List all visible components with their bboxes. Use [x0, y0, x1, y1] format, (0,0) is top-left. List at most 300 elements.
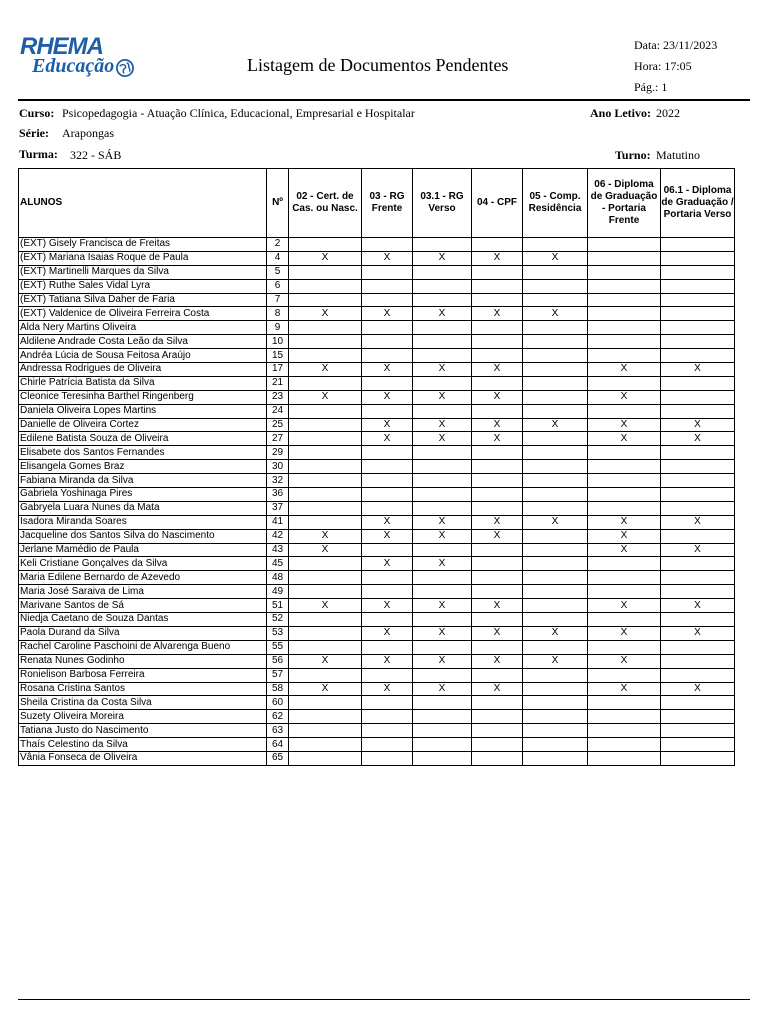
document-status-cell — [362, 321, 413, 335]
student-number-cell: 2 — [267, 238, 289, 252]
student-name-cell: Marivane Santos de Sá — [19, 599, 267, 613]
document-status-cell — [472, 571, 523, 585]
document-status-cell — [472, 751, 523, 765]
document-status-cell — [362, 238, 413, 252]
table-header-row — [19, 169, 735, 238]
document-status-cell — [472, 640, 523, 654]
document-status-cell: X — [289, 363, 362, 377]
document-status-cell — [413, 543, 472, 557]
student-name-cell: Chirle Patrícia Batista da Silva — [19, 376, 267, 390]
student-number-cell: 60 — [267, 696, 289, 710]
document-status-cell: X — [661, 543, 735, 557]
document-status-cell — [661, 654, 735, 668]
document-status-cell: X — [588, 363, 661, 377]
student-name-cell: Thaís Celestino da Silva — [19, 738, 267, 752]
document-status-cell: X — [588, 682, 661, 696]
page-line — [634, 80, 667, 95]
document-status-cell — [661, 321, 735, 335]
student-name-cell: Elisabete dos Santos Fernandes — [19, 446, 267, 460]
document-status-cell — [362, 376, 413, 390]
student-number-cell: 15 — [267, 349, 289, 363]
document-status-cell — [413, 279, 472, 293]
document-status-cell — [588, 696, 661, 710]
document-status-cell — [523, 404, 588, 418]
table-row — [19, 585, 735, 599]
document-status-cell — [523, 640, 588, 654]
student-number-cell: 9 — [267, 321, 289, 335]
document-status-cell — [289, 613, 362, 627]
document-status-cell — [588, 585, 661, 599]
document-status-cell — [362, 613, 413, 627]
document-status-cell: X — [588, 599, 661, 613]
document-status-cell — [588, 501, 661, 515]
column-header: ALUNOS — [19, 169, 267, 238]
document-status-cell — [362, 349, 413, 363]
document-status-cell — [472, 557, 523, 571]
document-status-cell — [413, 724, 472, 738]
document-status-cell — [289, 238, 362, 252]
header-divider — [18, 99, 750, 101]
document-status-cell: X — [362, 418, 413, 432]
table-row — [19, 501, 735, 515]
document-status-cell — [523, 585, 588, 599]
document-status-cell: X — [472, 390, 523, 404]
document-status-cell — [523, 710, 588, 724]
table-row — [19, 418, 735, 432]
student-number-cell: 58 — [267, 682, 289, 696]
student-number-cell: 64 — [267, 738, 289, 752]
document-status-cell — [362, 571, 413, 585]
time-value: 17:05 — [664, 59, 692, 73]
document-status-cell — [661, 474, 735, 488]
document-status-cell — [523, 349, 588, 363]
document-status-cell — [661, 488, 735, 502]
document-status-cell — [362, 293, 413, 307]
document-status-cell: X — [472, 626, 523, 640]
pending-documents-table — [18, 168, 735, 766]
student-number-cell: 30 — [267, 460, 289, 474]
student-number-cell: 32 — [267, 474, 289, 488]
document-status-cell — [472, 293, 523, 307]
student-number-cell: 29 — [267, 446, 289, 460]
document-status-cell — [588, 640, 661, 654]
table-row — [19, 390, 735, 404]
document-status-cell — [472, 696, 523, 710]
student-name-cell: Maria Edilene Bernardo de Azevedo — [19, 571, 267, 585]
document-status-cell — [588, 474, 661, 488]
document-status-cell: X — [289, 654, 362, 668]
document-status-cell — [413, 501, 472, 515]
document-status-cell — [661, 390, 735, 404]
document-status-cell: X — [413, 626, 472, 640]
table-row — [19, 376, 735, 390]
document-status-cell — [289, 446, 362, 460]
document-status-cell: X — [289, 390, 362, 404]
document-status-cell — [661, 335, 735, 349]
document-status-cell: X — [362, 390, 413, 404]
student-name-cell: Aldilene Andrade Costa Leão da Silva — [19, 335, 267, 349]
document-status-cell — [362, 696, 413, 710]
document-status-cell — [289, 751, 362, 765]
document-status-cell — [523, 279, 588, 293]
document-status-cell — [413, 349, 472, 363]
document-status-cell: X — [588, 515, 661, 529]
document-status-cell — [661, 446, 735, 460]
table-row — [19, 335, 735, 349]
document-status-cell — [523, 668, 588, 682]
document-status-cell — [588, 613, 661, 627]
turno-label: Turno: — [615, 148, 651, 162]
document-status-cell: X — [661, 682, 735, 696]
document-status-cell: X — [523, 515, 588, 529]
document-status-cell — [661, 751, 735, 765]
document-status-cell — [362, 446, 413, 460]
document-status-cell: X — [472, 363, 523, 377]
column-header: 06.1 - Diploma de Graduação / Portaria Verso — [661, 169, 735, 238]
document-status-cell: X — [661, 626, 735, 640]
document-status-cell — [289, 432, 362, 446]
document-status-cell: X — [588, 529, 661, 543]
document-status-cell — [289, 696, 362, 710]
document-status-cell — [661, 376, 735, 390]
document-status-cell — [413, 696, 472, 710]
document-status-cell — [661, 307, 735, 321]
document-status-cell — [523, 293, 588, 307]
document-status-cell: X — [523, 251, 588, 265]
document-status-cell: X — [362, 515, 413, 529]
document-status-cell: X — [289, 307, 362, 321]
document-status-cell: X — [588, 654, 661, 668]
document-status-cell — [289, 279, 362, 293]
student-name-cell: Fabiana Miranda da Silva — [19, 474, 267, 488]
student-name-cell: Danielle de Oliveira Cortez — [19, 418, 267, 432]
document-status-cell: X — [472, 432, 523, 446]
student-number-cell: 53 — [267, 626, 289, 640]
turma-label: Turma: — [19, 147, 58, 161]
document-status-cell — [661, 613, 735, 627]
document-status-cell — [413, 613, 472, 627]
document-status-cell: X — [289, 543, 362, 557]
document-status-cell — [588, 557, 661, 571]
table-row — [19, 279, 735, 293]
document-status-cell — [523, 335, 588, 349]
student-number-cell: 42 — [267, 529, 289, 543]
document-status-cell — [523, 751, 588, 765]
document-status-cell — [523, 460, 588, 474]
document-status-cell — [588, 668, 661, 682]
turma-value: 322 - SÁB — [70, 148, 122, 162]
document-status-cell: X — [413, 307, 472, 321]
table-row — [19, 265, 735, 279]
document-status-cell — [661, 293, 735, 307]
document-status-cell — [362, 404, 413, 418]
document-status-cell — [362, 543, 413, 557]
student-name-cell: Cleonice Teresinha Barthel Ringenberg — [19, 390, 267, 404]
table-row — [19, 321, 735, 335]
student-number-cell: 17 — [267, 363, 289, 377]
document-status-cell — [472, 404, 523, 418]
document-status-cell — [588, 321, 661, 335]
brand-logo — [20, 33, 140, 88]
document-status-cell — [523, 613, 588, 627]
document-status-cell — [289, 557, 362, 571]
student-number-cell: 7 — [267, 293, 289, 307]
student-number-cell: 27 — [267, 432, 289, 446]
student-number-cell: 63 — [267, 724, 289, 738]
document-status-cell — [413, 751, 472, 765]
document-status-cell — [472, 376, 523, 390]
document-status-cell — [413, 265, 472, 279]
student-name-cell: Paola Durand da Silva — [19, 626, 267, 640]
document-status-cell: X — [362, 682, 413, 696]
student-name-cell: (EXT) Martinelli Marques da Silva — [19, 265, 267, 279]
document-status-cell — [289, 515, 362, 529]
document-status-cell: X — [472, 515, 523, 529]
document-status-cell: X — [523, 418, 588, 432]
table-row — [19, 626, 735, 640]
student-name-cell: Renata Nunes Godinho — [19, 654, 267, 668]
table-row — [19, 251, 735, 265]
student-name-cell: Gabriela Yoshinaga Pires — [19, 488, 267, 502]
document-status-cell: X — [472, 654, 523, 668]
document-status-cell — [289, 640, 362, 654]
document-status-cell — [523, 376, 588, 390]
student-number-cell: 62 — [267, 710, 289, 724]
time-line — [634, 59, 692, 74]
table-row — [19, 654, 735, 668]
document-status-cell — [661, 529, 735, 543]
document-status-cell: X — [413, 432, 472, 446]
document-status-cell — [289, 293, 362, 307]
student-name-cell: Keli Cristiane Gonçalves da Silva — [19, 557, 267, 571]
document-status-cell — [588, 738, 661, 752]
ano-label: Ano Letivo: — [590, 106, 651, 120]
document-status-cell: X — [472, 418, 523, 432]
document-status-cell — [289, 335, 362, 349]
time-label: Hora: — [634, 59, 662, 73]
student-number-cell: 36 — [267, 488, 289, 502]
document-status-cell — [362, 501, 413, 515]
document-status-cell — [523, 474, 588, 488]
student-number-cell: 8 — [267, 307, 289, 321]
document-status-cell — [472, 613, 523, 627]
column-header: 04 - CPF — [472, 169, 523, 238]
document-status-cell — [523, 557, 588, 571]
document-status-cell: X — [362, 251, 413, 265]
document-status-cell: X — [661, 363, 735, 377]
document-status-cell — [362, 710, 413, 724]
student-number-cell: 51 — [267, 599, 289, 613]
column-header: 03.1 - RG Verso — [413, 169, 472, 238]
student-number-cell: 52 — [267, 613, 289, 627]
document-status-cell — [661, 265, 735, 279]
document-status-cell: X — [362, 599, 413, 613]
document-status-cell: X — [362, 363, 413, 377]
document-status-cell — [523, 738, 588, 752]
document-status-cell: X — [588, 543, 661, 557]
document-status-cell: X — [362, 557, 413, 571]
document-status-cell — [661, 238, 735, 252]
ano-value: 2022 — [656, 106, 680, 120]
table-row — [19, 668, 735, 682]
document-status-cell — [523, 488, 588, 502]
serie-label: Série: — [19, 126, 49, 140]
document-status-cell — [523, 321, 588, 335]
document-status-cell — [289, 418, 362, 432]
document-status-cell — [362, 640, 413, 654]
student-name-cell: Rosana Cristina Santos — [19, 682, 267, 696]
student-number-cell: 10 — [267, 335, 289, 349]
document-status-cell: X — [472, 307, 523, 321]
table-row — [19, 682, 735, 696]
brand-subtitle: Educação — [32, 55, 115, 77]
document-status-cell — [661, 585, 735, 599]
turno-value: Matutino — [656, 148, 700, 162]
document-status-cell — [362, 724, 413, 738]
document-status-cell — [413, 474, 472, 488]
document-status-cell — [661, 501, 735, 515]
table-row — [19, 724, 735, 738]
document-status-cell — [413, 710, 472, 724]
document-status-cell: X — [523, 654, 588, 668]
document-status-cell — [289, 626, 362, 640]
student-number-cell: 41 — [267, 515, 289, 529]
student-number-cell: 37 — [267, 501, 289, 515]
student-number-cell: 43 — [267, 543, 289, 557]
document-status-cell — [523, 543, 588, 557]
document-status-cell — [523, 238, 588, 252]
report-title: Listagem de Documentos Pendentes — [247, 55, 509, 75]
document-status-cell — [289, 404, 362, 418]
document-status-cell — [413, 571, 472, 585]
student-name-cell: Elisangela Gomes Braz — [19, 460, 267, 474]
document-status-cell — [413, 376, 472, 390]
document-status-cell — [523, 501, 588, 515]
document-status-cell — [362, 279, 413, 293]
document-status-cell — [289, 265, 362, 279]
globe-icon — [116, 59, 134, 77]
document-status-cell: X — [413, 418, 472, 432]
student-number-cell: 24 — [267, 404, 289, 418]
document-status-cell — [362, 265, 413, 279]
table-row — [19, 404, 735, 418]
document-status-cell — [472, 724, 523, 738]
document-status-cell — [413, 293, 472, 307]
document-status-cell: X — [289, 251, 362, 265]
document-status-cell — [523, 265, 588, 279]
document-status-cell — [661, 460, 735, 474]
document-status-cell — [523, 432, 588, 446]
curso-value: Psicopedagogia - Atuação Clínica, Educacional, Empresarial e Hospitalar — [62, 106, 415, 120]
document-status-cell — [523, 682, 588, 696]
student-name-cell: (EXT) Gisely Francisca de Freitas — [19, 238, 267, 252]
document-status-cell — [289, 474, 362, 488]
student-number-cell: 23 — [267, 390, 289, 404]
document-status-cell: X — [362, 307, 413, 321]
student-name-cell: Jerlane Mamédio de Paula — [19, 543, 267, 557]
document-status-cell — [588, 488, 661, 502]
table-row — [19, 293, 735, 307]
document-status-cell — [362, 585, 413, 599]
document-status-cell — [661, 738, 735, 752]
document-status-cell — [472, 543, 523, 557]
student-number-cell: 57 — [267, 668, 289, 682]
table-row — [19, 751, 735, 765]
student-number-cell: 4 — [267, 251, 289, 265]
document-status-cell — [472, 321, 523, 335]
student-number-cell: 5 — [267, 265, 289, 279]
document-status-cell — [289, 585, 362, 599]
student-name-cell: Daniela Oliveira Lopes Martins — [19, 404, 267, 418]
document-status-cell: X — [413, 682, 472, 696]
student-number-cell: 21 — [267, 376, 289, 390]
document-status-cell — [362, 460, 413, 474]
footer-divider — [18, 999, 750, 1000]
document-status-cell — [588, 307, 661, 321]
document-status-cell — [472, 474, 523, 488]
document-status-cell — [523, 390, 588, 404]
student-name-cell: Vânia Fonseca de Oliveira — [19, 751, 267, 765]
student-name-cell: Rachel Caroline Paschoini de Alvarenga Bueno — [19, 640, 267, 654]
document-status-cell — [413, 238, 472, 252]
table-row — [19, 488, 735, 502]
document-status-cell: X — [362, 432, 413, 446]
document-status-cell: X — [661, 515, 735, 529]
table-row — [19, 432, 735, 446]
document-status-cell — [523, 529, 588, 543]
document-status-cell — [661, 710, 735, 724]
table-row — [19, 460, 735, 474]
document-status-cell — [523, 724, 588, 738]
document-status-cell: X — [413, 515, 472, 529]
document-status-cell: X — [413, 557, 472, 571]
document-status-cell: X — [362, 626, 413, 640]
column-header: 03 - RG Frente — [362, 169, 413, 238]
document-status-cell: X — [472, 599, 523, 613]
document-status-cell: X — [661, 599, 735, 613]
student-name-cell: Edilene Batista Souza de Oliveira — [19, 432, 267, 446]
table-row — [19, 557, 735, 571]
document-status-cell — [588, 751, 661, 765]
document-status-cell: X — [362, 654, 413, 668]
date-value: 23/11/2023 — [663, 38, 718, 52]
table-row — [19, 446, 735, 460]
document-status-cell — [289, 349, 362, 363]
document-status-cell — [661, 557, 735, 571]
table-row — [19, 529, 735, 543]
student-name-cell: (EXT) Tatiana Silva Daher de Faria — [19, 293, 267, 307]
document-status-cell: X — [472, 251, 523, 265]
document-status-cell — [588, 571, 661, 585]
document-status-cell — [523, 696, 588, 710]
document-status-cell — [588, 710, 661, 724]
student-number-cell: 6 — [267, 279, 289, 293]
document-status-cell — [472, 238, 523, 252]
table-row — [19, 543, 735, 557]
document-status-cell — [588, 376, 661, 390]
document-status-cell — [289, 460, 362, 474]
table-row — [19, 474, 735, 488]
column-header: 02 - Cert. de Cas. ou Nasc. — [289, 169, 362, 238]
document-status-cell — [289, 668, 362, 682]
document-status-cell: X — [413, 599, 472, 613]
document-status-cell — [289, 738, 362, 752]
column-header: 05 - Comp. Residência — [523, 169, 588, 238]
serie-value: Arapongas — [62, 126, 114, 140]
document-status-cell — [472, 668, 523, 682]
document-status-cell — [661, 724, 735, 738]
document-status-cell — [588, 293, 661, 307]
